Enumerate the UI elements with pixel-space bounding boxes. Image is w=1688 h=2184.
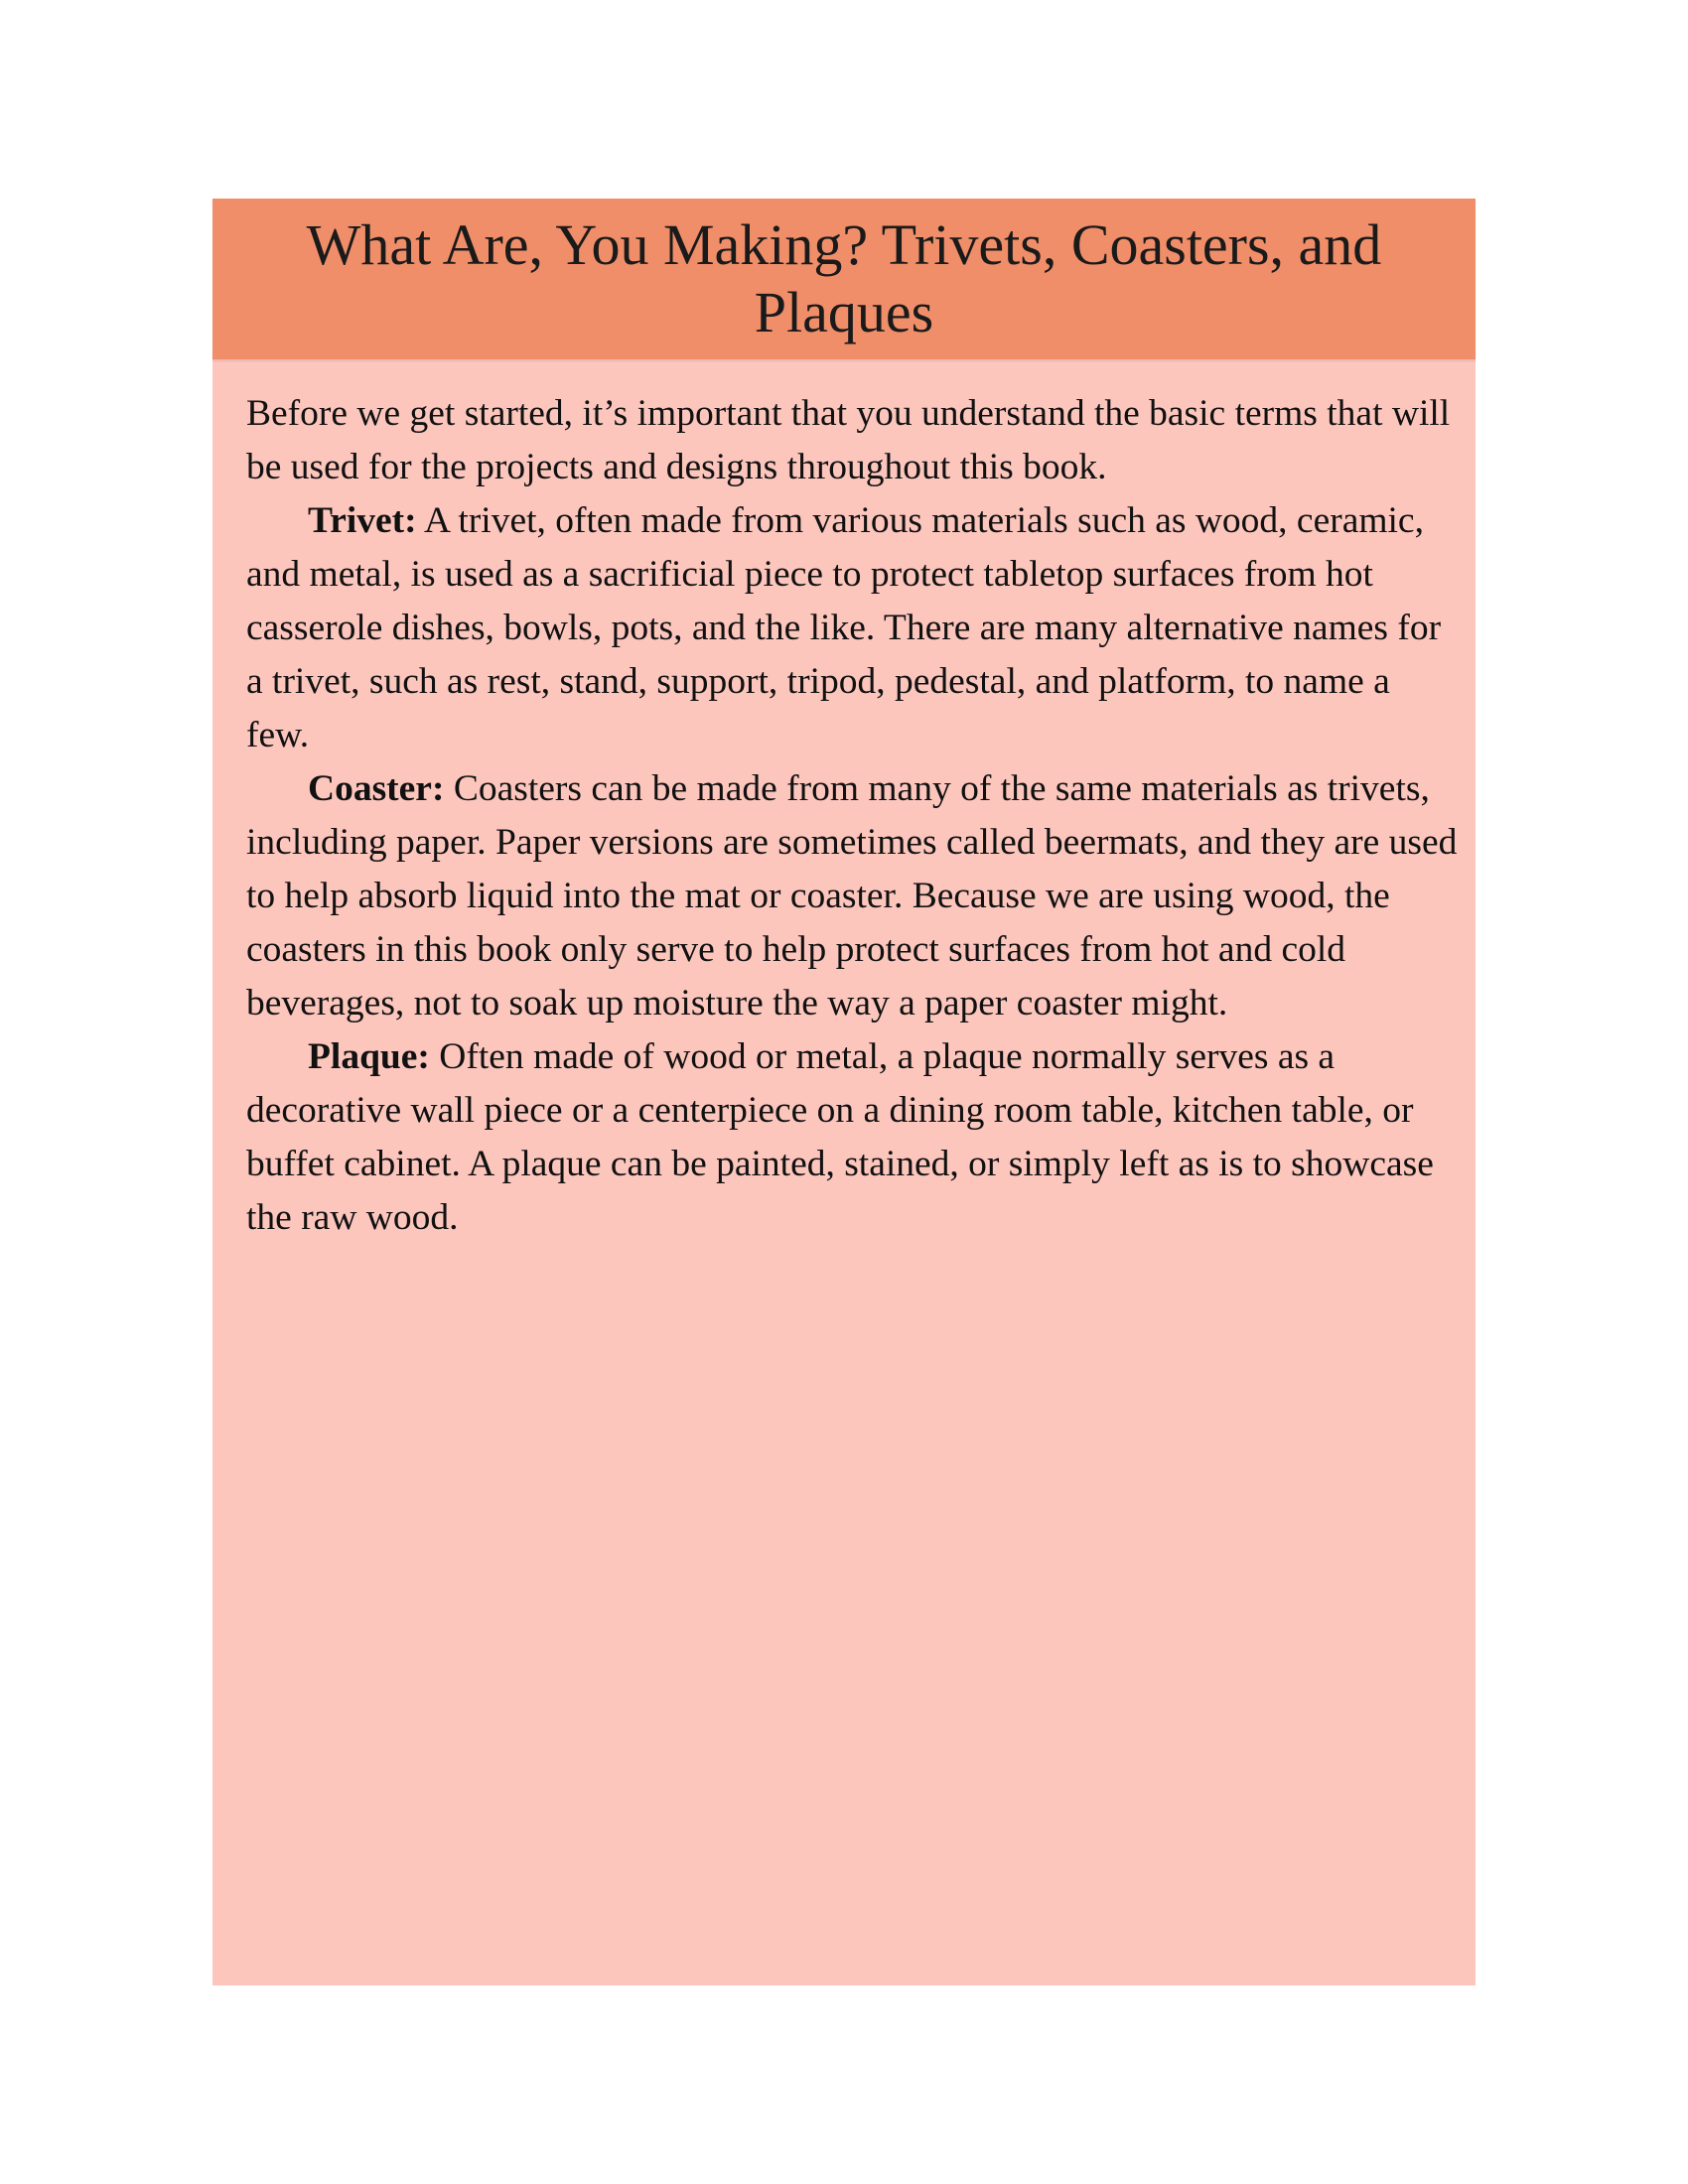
definition-plaque-text: Often made of wood or metal, a plaque normally serves as a decorative wall piece or a centerpiece on a dining room table, kitchen table, or buffet cabinet. A plaque can be painted, stained, or simply left as is to showcase the raw wood. xyxy=(246,1036,1434,1238)
definition-coaster-text: Coasters can be made from many of the same materials as trivets, including paper. Paper versions are sometimes called beermats, and they are used to help absorb liquid into the mat or coaster. Because we are using wood, the coasters in this book only serve to help protect surfaces from hot and cold beverages, not to soak up moisture the way a paper coaster might. xyxy=(246,768,1458,1024)
intro-paragraph: Before we get started, it’s important that you understand the basic terms that will be used for the projects and designs throughout this book. xyxy=(246,393,1451,487)
term-plaque: Plaque: xyxy=(308,1036,430,1077)
term-coaster: Coaster: xyxy=(308,768,445,809)
title-banner xyxy=(212,199,1476,359)
term-trivet: Trivet: xyxy=(308,500,417,541)
definition-trivet xyxy=(246,494,1458,762)
body-text xyxy=(246,387,1458,1245)
definition-coaster xyxy=(246,762,1458,1030)
definition-trivet-text: A trivet, often made from various materials such as wood, ceramic, and metal, is used as a sacrificial piece to protect tabletop surfaces from hot casserole dishes, bowls, pots, and the like. There are many alternative names for a trivet, such as rest, stand, support, tripod, pedestal, and platform, to name a few. xyxy=(246,500,1442,755)
definition-plaque xyxy=(246,1030,1458,1245)
page-title: What Are, You Making? Trivets, Coasters, and Plaques xyxy=(306,212,1382,344)
content-panel xyxy=(212,199,1476,1985)
